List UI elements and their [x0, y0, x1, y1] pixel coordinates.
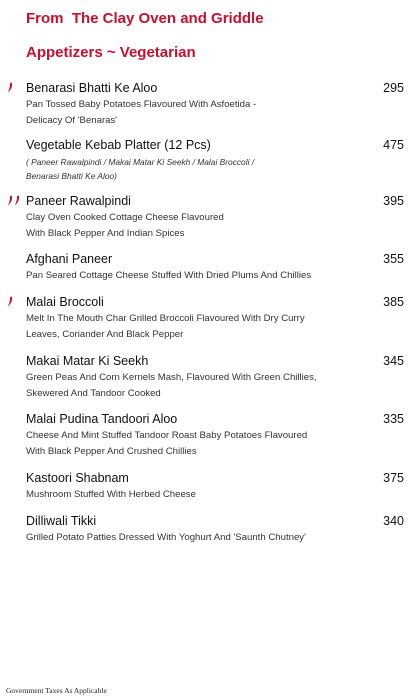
tax-note: Government Taxes As Applicable — [6, 686, 107, 695]
item-name: Makai Matar Ki Seekh — [26, 354, 149, 368]
item-description: Melt In The Mouth Char Grilled Broccoli Flavoured With Dry Curry Leaves, Coriander And Black Pepper — [26, 313, 305, 340]
item-name: Paneer Rawalpindi — [26, 194, 131, 208]
menu-item-benarasi-bhatti-ke-aloo — [26, 80, 406, 129]
item-name: Vegetable Kebab Platter (12 Pcs) — [26, 138, 211, 152]
item-price: 475 — [383, 138, 404, 152]
item-description: ( Paneer Rawalpindi / Makai Matar Ki Seekh / Malai Broccoli / Benarasi Bhatti Ke Aloo) — [26, 157, 255, 181]
item-description: Mushroom Stuffed With Herbed Cheese — [26, 489, 196, 500]
item-price: 340 — [383, 514, 404, 528]
item-description: Pan Seared Cottage Cheese Stuffed With Dried Plums And Chillies — [26, 270, 312, 281]
section-subtitle: Appetizers ~ Vegetarian — [26, 44, 196, 61]
item-description: Clay Oven Cooked Cottage Cheese Flavoured With Black Pepper And Indian Spices — [26, 212, 224, 239]
menu-item-paneer-rawalpindi — [26, 193, 406, 242]
item-name: Benarasi Bhatti Ke Aloo — [26, 81, 158, 95]
item-description: Green Peas And Corn Kernels Mash, Flavoured With Green Chillies, Skewered And Tandoor Cooked — [26, 372, 317, 399]
item-name: Dilliwali Tikki — [26, 514, 97, 528]
item-name: Malai Broccoli — [26, 295, 104, 309]
menu-item-kastoori-shabnam — [26, 470, 406, 503]
menu-item-malai-broccoli — [26, 294, 406, 343]
chili-icon — [14, 195, 20, 206]
chili-icon — [7, 296, 13, 307]
menu-item-vegetable-kebab-platter — [26, 137, 406, 183]
item-price: 385 — [383, 295, 404, 309]
item-name: Malai Pudina Tandoori Aloo — [26, 412, 178, 426]
item-description: Cheese And Mint Stuffed Tandoor Roast Baby Potatoes Flavoured With Black Pepper And Crushed Chillies — [26, 430, 308, 457]
item-price: 345 — [383, 354, 404, 368]
item-price: 295 — [383, 81, 404, 95]
chili-icon — [7, 195, 13, 206]
menu-item-afghani-paneer — [26, 251, 406, 284]
item-description: Pan Tossed Baby Potatoes Flavoured With Asfoetida - Delicacy Of 'Benaras' — [26, 99, 257, 126]
menu-item-malai-pudina-tandoori-aloo — [26, 411, 406, 460]
item-price: 375 — [383, 471, 404, 485]
menu-item-makai-matar-ki-seekh — [26, 353, 406, 402]
section-title: From The Clay Oven and Griddle — [26, 10, 264, 27]
item-name: Afghani Paneer — [26, 252, 113, 266]
item-description: Grilled Potato Patties Dressed With Yoghurt And 'Saunth Chutney' — [26, 532, 306, 543]
item-price: 335 — [383, 412, 404, 426]
menu-item-dilliwali-tikki — [26, 513, 406, 546]
item-price: 395 — [383, 194, 404, 208]
item-price: 355 — [383, 252, 404, 266]
chili-icon — [7, 82, 13, 93]
item-name: Kastoori Shabnam — [26, 471, 129, 485]
